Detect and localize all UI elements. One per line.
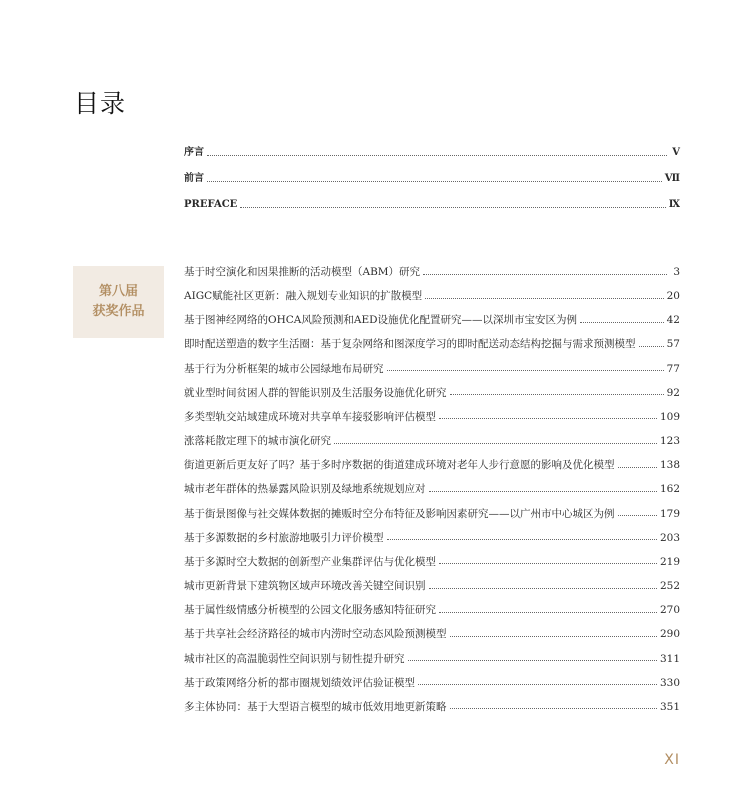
dot-leader: [334, 443, 657, 444]
toc-entry-label: 基于政策网络分析的都市圈规划绩效评估验证模型: [184, 676, 415, 689]
toc-entry[interactable]: [184, 531, 680, 555]
toc-entry-label: 基于属性级情感分析模型的公园文化服务感知特征研究: [184, 604, 436, 617]
toc-entry-label: 序言: [184, 147, 204, 158]
toc-entry-label: 多主体协同：基于大型语言模型的城市低效用地更新策略: [184, 700, 447, 713]
toc-entry[interactable]: [184, 386, 680, 410]
toc-entry-page: 290: [659, 628, 680, 641]
dot-leader: [207, 181, 662, 182]
section-label-line1: 第八届: [98, 284, 138, 299]
toc-entry-page: 138: [659, 459, 680, 472]
toc-entry-label: 多类型轨交站域建成环境对共享单车接驳影响评估模型: [184, 410, 436, 423]
toc-entry-page: 109: [659, 410, 680, 423]
toc-entry[interactable]: [184, 676, 680, 700]
toc-entry[interactable]: [184, 265, 680, 289]
toc-entry-label: 基于图神经网络的OHCA风险预测和AED设施优化配置研究——以深圳市宝安区为例: [184, 314, 578, 327]
dot-leader: [425, 298, 663, 299]
section-label-box: [73, 266, 164, 338]
toc-entry-label: AIGC赋能社区更新：融入规划专业知识的扩散模型: [184, 290, 423, 303]
front-matter-list: [184, 146, 680, 224]
dot-leader: [408, 660, 657, 661]
toc-entry-label: 前言: [184, 173, 204, 184]
toc-entry-label: 基于共享社会经济路径的城市内涝时空动态风险预测模型: [184, 628, 447, 641]
toc-entry[interactable]: [184, 700, 680, 724]
dot-leader: [618, 467, 657, 468]
dot-leader: [439, 563, 657, 564]
toc-entry-label: 基于街景图像与社交媒体数据的摊贩时空分布特征及影响因素研究——以广州市中心城区为例: [184, 507, 615, 520]
toc-entry[interactable]: [184, 410, 680, 434]
dot-leader: [450, 636, 657, 637]
toc-entry-page: Ⅶ: [664, 173, 680, 184]
toc-entry[interactable]: [184, 507, 680, 531]
toc-entry[interactable]: [184, 652, 680, 676]
dot-leader: [429, 588, 657, 589]
toc-entry-page: 162: [659, 483, 680, 496]
toc-entry[interactable]: [184, 579, 680, 603]
toc-entry-label: 城市更新背景下建筑物区域声环境改善关键空间识别: [184, 580, 426, 593]
toc-entry-page: 351: [659, 700, 680, 713]
toc-entry-page: 179: [659, 507, 680, 520]
dot-leader: [387, 370, 664, 371]
toc-entry-page: 330: [659, 676, 680, 689]
dot-leader: [450, 708, 657, 709]
toc-entry-page: 252: [659, 580, 680, 593]
section-label-line2: 获奖作品: [92, 304, 145, 319]
toc-entry[interactable]: [184, 289, 680, 313]
toc-entry-label: 街道更新后更友好了吗？基于多时序数据的街道建成环境对老年人步行意愿的影响及优化模型: [184, 459, 615, 472]
toc-entry-page: 270: [659, 604, 680, 617]
toc-entry[interactable]: [184, 198, 680, 224]
toc-entry-label: 基于多源数据的乡村旅游地吸引力评价模型: [184, 531, 384, 544]
toc-entry[interactable]: [184, 146, 680, 172]
dot-leader: [418, 684, 657, 685]
toc-entry[interactable]: [184, 458, 680, 482]
toc-entry-label: PREFACE: [184, 199, 238, 210]
dot-leader: [387, 539, 657, 540]
dot-leader: [207, 155, 667, 156]
toc-entry-page: 219: [659, 555, 680, 568]
toc-entry[interactable]: [184, 313, 680, 337]
toc-entry[interactable]: [184, 627, 680, 651]
dot-leader: [439, 612, 657, 613]
toc-entry-label: 涨落耗散定理下的城市演化研究: [184, 435, 331, 448]
toc-entry-label: 就业型时间贫困人群的智能识别及生活服务设施优化研究: [184, 386, 447, 399]
toc-entry-label: 基于行为分析框架的城市公园绿地布局研究: [184, 362, 384, 375]
toc-entry-label: 基于时空演化和因果推断的活动模型（ABM）研究: [184, 266, 421, 278]
toc-entry-label: 城市社区的高温脆弱性空间识别与韧性提升研究: [184, 652, 405, 665]
dot-leader: [240, 207, 665, 208]
toc-entry-page: 20: [666, 290, 680, 303]
toc-entry-page: 311: [659, 652, 680, 665]
toc-entry-page: Ⅴ: [672, 147, 680, 158]
toc-entry-page: 57: [666, 338, 680, 351]
dot-leader: [580, 322, 664, 323]
dot-leader: [618, 515, 657, 516]
toc-entry-label: 即时配送塑造的数字生活圈：基于复杂网络和图深度学习的即时配送动态结构挖掘与需求预测模型: [184, 338, 636, 351]
toc-entry-page: 92: [666, 386, 680, 399]
dot-leader: [439, 418, 657, 419]
toc-entries-list: [184, 265, 680, 724]
toc-entry-page: Ⅸ: [668, 199, 680, 210]
toc-entry-page: 77: [666, 362, 680, 375]
toc-entry[interactable]: [184, 172, 680, 198]
toc-entry[interactable]: [184, 555, 680, 579]
dot-leader: [423, 274, 667, 275]
toc-entry[interactable]: [184, 362, 680, 386]
toc-entry[interactable]: [184, 603, 680, 627]
page-number: XI: [664, 752, 680, 768]
toc-entry-page: 42: [666, 314, 680, 327]
toc-entry-page: 3: [673, 266, 680, 278]
toc-entry-label: 基于多源时空大数据的创新型产业集群评估与优化模型: [184, 555, 436, 568]
toc-entry[interactable]: [184, 337, 680, 361]
toc-entry[interactable]: [184, 434, 680, 458]
dot-leader: [450, 394, 664, 395]
toc-entry[interactable]: [184, 482, 680, 506]
toc-entry-label: 城市老年群体的热暴露风险识别及绿地系统规划应对: [184, 483, 426, 496]
toc-title: 目录: [74, 89, 127, 118]
toc-entry-page: 203: [659, 531, 680, 544]
dot-leader: [429, 491, 657, 492]
toc-entry-page: 123: [659, 435, 680, 448]
dot-leader: [639, 346, 664, 347]
